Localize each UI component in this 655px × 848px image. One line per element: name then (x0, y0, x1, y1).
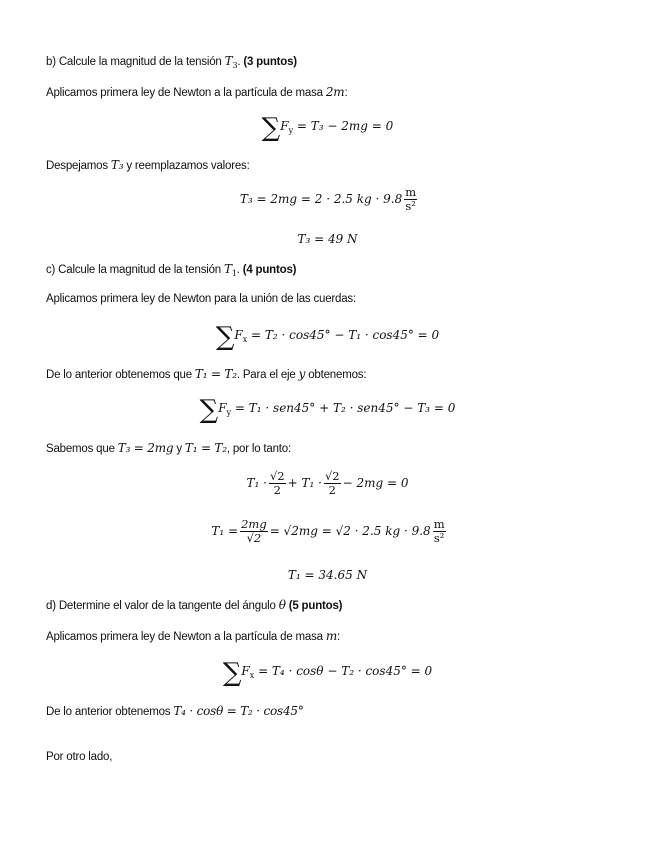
section-d-heading: d) Determine el valor de la tangente del ángulo θ (5 puntos) (46, 598, 343, 612)
equation-t3-result: T₃ = 49 N (297, 232, 358, 246)
paragraph-por-otro-lado: Por otro lado, (46, 751, 113, 763)
paragraph-newton-2m: Aplicamos primera ley de Newton a la partícula de masa 2m: (46, 85, 348, 99)
paragraph-despejamos: Despejamos T₃ y reemplazamos valores: (46, 158, 250, 172)
equation-sqrt2-sum: T₁ · $\frac{√2}{2}$ + T₁ · $\frac{√2}{2}$ − 2mg = 0 (246, 469, 409, 497)
equation-sum-fy-c: $\sum F_y = T_1 \cdot sen45^\circ + T_2 \cdot sen45^\circ - T_3 = 0$ (199, 395, 456, 425)
equation-sum-fy-b: $\sum F_y = T_3 - 2mg = 0$ (261, 113, 394, 143)
equation-t3-substitution: T₃ = 2mg = 2 · 2.5 kg · 9.8 $\frac{m}{\text{s²}}$ (239, 185, 417, 213)
section-b-heading: b) Calcule la magnitud de la tensión $T_3$. (3 puntos) (46, 54, 297, 70)
paragraph-union-cuerdas: Aplicamos primera ley de Newton para la unión de las cuerdas: (46, 293, 356, 305)
paragraph-t1-equals-t2: De lo anterior obtenemos que T₁ = T₂. Para el eje y obtenemos: (46, 367, 367, 381)
paragraph-newton-m: Aplicamos primera ley de Newton a la partícula de masa m: (46, 629, 341, 643)
equation-t1-substitution: T₁ = $\frac{2mg}{√2}$ = √2mg = √2 · 2.5 kg · 9.8 $\frac{m}{\text{s²}}$ (211, 517, 445, 545)
paragraph-sabemos: Sabemos que T₃ = 2mg y T₁ = T₂, por lo tanto: (46, 441, 291, 455)
equation-t1-result: T₁ = 34.65 N (287, 568, 368, 582)
paragraph-t4-costheta: De lo anterior obtenemos T₄ · cosθ = T₂ · cos45° (46, 704, 304, 718)
equation-sum-fx-d: $\sum F_x = T_4 \cdot \cos\theta - T_2 \cdot \cos 45^\circ = 0$ (222, 658, 433, 688)
equation-sum-fx-c: $\sum F_x = T_2 \cdot \cos 45^\circ - T_1 \cdot \cos 45^\circ = 0$ (215, 322, 440, 352)
section-c-heading: c) Calcule la magnitud de la tensión $T_1$. (4 puntos) (46, 262, 297, 278)
